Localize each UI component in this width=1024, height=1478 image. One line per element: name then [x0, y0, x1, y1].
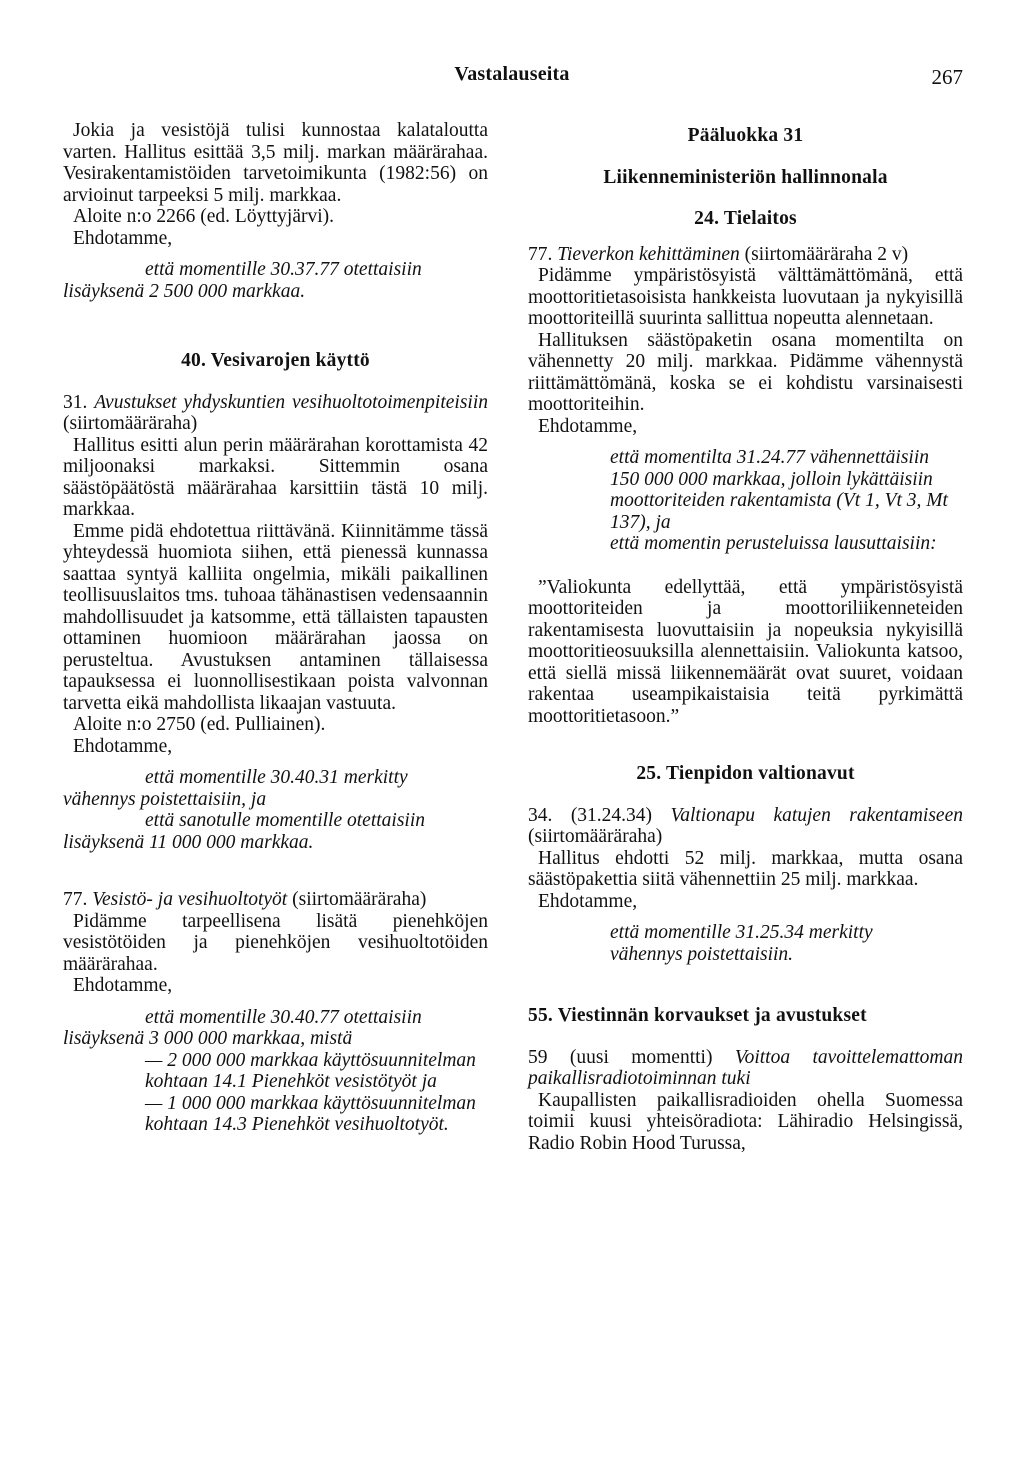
paragraph: Ehdotamme, — [538, 415, 638, 437]
proposal-line: että sanotulle momentille otettaisiin — [145, 810, 426, 831]
section-heading: 55. Viestinnän korvaukset ja avustukset — [528, 1005, 867, 1026]
item-title: Voittoa tavoittelemattoman paikallisradiotoiminnan tuki — [528, 1046, 963, 1089]
paragraph: Aloite n:o 2266 (ed. Löyttyjärvi). — [73, 206, 335, 227]
proposal-line: vähennys poistettaisiin. — [610, 943, 794, 965]
page-number: 267 — [931, 65, 963, 89]
right-column — [528, 125, 963, 1154]
item-intro — [63, 392, 488, 435]
paragraph: Ehdotamme, — [538, 890, 638, 912]
paragraph: Aloite n:o 2750 (ed. Pulliainen). — [73, 714, 326, 735]
proposal-line: että momentille 30.40.77 otettaisiin — [145, 1006, 422, 1028]
proposal-line: että momentilta 31.24.77 vähennettäisiin 150 000 000 markkaa, jolloin lykättäisiin moottoriteiden rakentamista (Vt 1, Vt 3, Mt 137), ja — [610, 447, 948, 533]
section-heading: 24. Tielaitos — [694, 208, 797, 229]
item-number: 34. (31.24.34) — [528, 804, 653, 826]
item-title: Valtionapu katujen rakentamiseen — [670, 804, 963, 826]
proposal-line: että momentille 30.40.31 merkitty — [145, 767, 408, 788]
proposal — [63, 259, 488, 302]
paragraph: Hallituksen säästöpaketin osana momentilta on vähennetty 20 milj. markkaa. Pidämme vähennystä riittämättömänä, koska se ei kohdistu varsinaisesti moottoriteihin. — [528, 329, 963, 415]
ministry-heading: Liikenneministeriön hallinnonala — [603, 166, 888, 188]
item-title: Avustukset yhdyskuntien vesihuoltotoimenpiteisiin — [94, 391, 489, 413]
proposal-line: lisäyksenä 11 000 000 markkaa. — [63, 831, 314, 853]
proposal-line: vähennys poistettaisiin, ja — [63, 788, 267, 810]
item-intro — [528, 805, 963, 848]
proposal-line: että momentille 31.25.34 merkitty — [610, 922, 873, 943]
section-heading: 25. Tienpidon valtionavut — [636, 763, 855, 784]
quoted-statement: ”Valiokunta edellyttää, että ympäristösyistä moottoriteiden ja moottoriliikenneteiden rakentamisesta luovuttaisiin ja nopeuksia nykyisillä moottoritieosuuksilla alennettaisiin. Valiokunta katsoo, että siellä missä liikennemäärät ovat suuret, voidaan rakentaa useampikaistaisia teitä pyrkimättä moottoritietasoon.” — [528, 576, 963, 727]
item-number: 77. — [528, 243, 553, 265]
paragraph: Kaupallisten paikallisradioiden ohella Suomessa toimii kuusi yhteisöradiota: Lähiradio Helsingissä, Radio Robin Hood Turussa, — [528, 1089, 963, 1154]
proposal — [528, 922, 963, 965]
proposal-line: että momentille 30.37.77 otettaisiin — [145, 259, 422, 280]
item-type: (siirtomääräraha) — [292, 889, 427, 910]
paragraph: Emme pidä ehdotettua riittävänä. Kiinnitämme tässä yhteydessä huomiota siihen, että pienessä kunnassa saattaa syntyä kalliita ongelmia, mikäli paikallinen teollisuuslaitos tms. tuhoaa tähänastisen vedensaannin mahdollisuudet ja katsomme, että tällaisten tapausten ottaminen huomioon määrärahan jaossa on perusteltua. Avustuksen antaminen tällaisessa tapauksessa ei luonnollisestikaan poista valvonnan tarvetta eikä mahdollista likaajan vastuuta. — [63, 520, 488, 714]
paragraph: Ehdotamme, — [73, 227, 173, 249]
paragraph: Ehdotamme, — [73, 735, 173, 757]
paragraph: Pidämme tarpeellisena lisätä pienehköjen vesistötöiden ja pienehköjen vesihuoltotöiden määrärahaa. — [63, 910, 488, 975]
left-column — [63, 120, 488, 1136]
section-heading: 40. Vesivarojen käyttö — [181, 350, 370, 371]
item-number: 59 (uusi momentti) — [528, 1046, 713, 1068]
item-intro — [63, 889, 488, 911]
item-title: Vesistö- ja vesihuoltotyöt — [92, 889, 288, 910]
proposal-line: — 1 000 000 markkaa käyttösuunnitelman kohtaan 14.3 Pienehköt vesihuoltotyöt. — [145, 1092, 476, 1135]
proposal-line: lisäyksenä 2 500 000 markkaa. — [63, 280, 306, 302]
proposal-line: lisäyksenä 3 000 000 markkaa, mistä — [63, 1028, 353, 1049]
item-type: (siirtomääräraha) — [528, 826, 663, 847]
proposal-line: — 2 000 000 markkaa käyttösuunnitelman kohtaan 14.1 Pienehköt vesistötyöt ja — [145, 1049, 476, 1092]
running-head: Vastalauseita — [454, 63, 570, 85]
proposal — [63, 767, 488, 853]
paragraph: Hallitus esitti alun perin määrärahan korottamista 42 miljoonaksi markaksi. Sittemmin osana säästöpäätöstä määrärahaa karsittiin tästä 10 milj. markkaa. — [63, 434, 488, 520]
paragraph: Pidämme ympäristösyistä välttämättömänä, että moottoritietasoisista hankkeista luovutaan ja nykyisillä moottoriteillä suurinta sallittua nopeutta alennetaan. — [528, 265, 963, 329]
item-intro — [528, 1047, 963, 1090]
proposal — [63, 1007, 488, 1136]
paragraph: Hallitus ehdotti 52 milj. markkaa, mutta osana säästöpakettia siitä vähennettiin 25 milj. markkaa. — [528, 847, 963, 890]
item-intro — [528, 244, 963, 266]
item-type: (siirtomääräraha 2 v) — [744, 243, 909, 265]
paragraph: Ehdotamme, — [73, 975, 173, 996]
item-type: (siirtomääräraha) — [63, 413, 198, 434]
proposal — [528, 447, 963, 555]
paragraph: Jokia ja vesistöjä tulisi kunnostaa kalataloutta varten. Hallitus esittää 3,5 milj. markan määrärahaa. Vesirakentamistöiden tarvetoimikunta (1982:56) on arvioinut tarpeeksi 5 milj. markkaa. — [63, 120, 488, 206]
item-title: Tieverkon kehittäminen — [557, 243, 740, 265]
proposal-line: että momentin perusteluissa lausuttaisiin: — [610, 533, 937, 554]
item-number: 77. — [63, 889, 88, 910]
item-number: 31. — [63, 391, 88, 413]
main-class-heading: Pääluokka 31 — [687, 125, 804, 146]
